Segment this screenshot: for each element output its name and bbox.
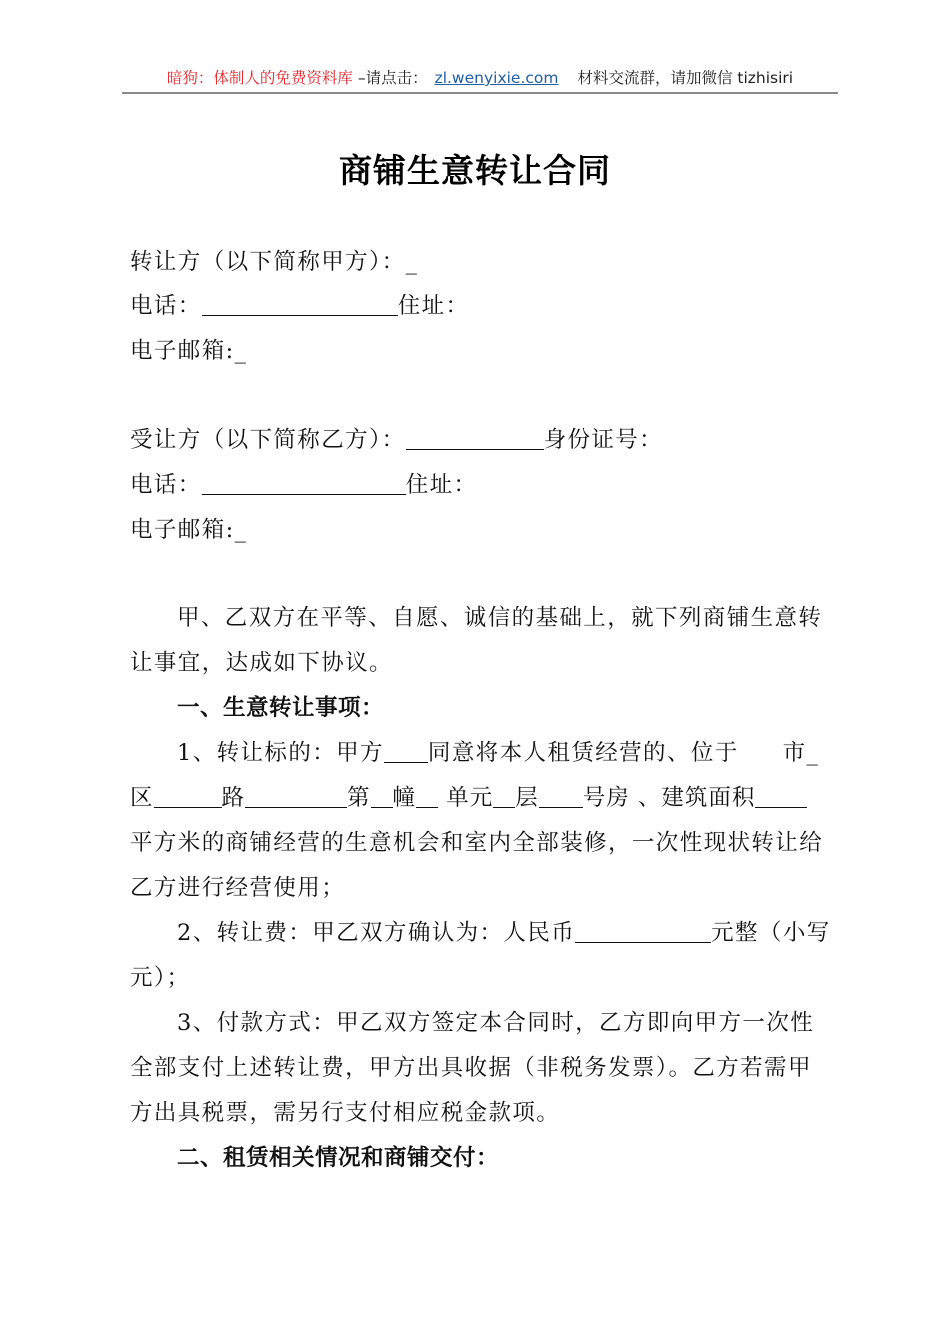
- party-a-phone-label: 电话：: [130, 293, 202, 319]
- party-a-contact-line: [130, 291, 830, 321]
- party-b-contact-line: [130, 470, 830, 500]
- item-2-unit: 元整（小写: [711, 920, 831, 946]
- header-link[interactable]: zl.wenyixie.com: [434, 69, 559, 87]
- number-blank[interactable]: [371, 785, 393, 808]
- room-area-label: 号房 、建筑面积: [582, 785, 756, 811]
- item-3-line-2: 全部支付上述转让费，甲方出具收据（非税务发票）。乙方若需甲: [130, 1055, 812, 1081]
- item-2-line-2: 元）；: [130, 965, 191, 991]
- section-1-heading: 一、生意转让事项：: [177, 695, 385, 721]
- item-1-label: 1、转让标的：甲方: [177, 740, 384, 766]
- road-label: 路: [221, 785, 246, 811]
- unit-label: 单元: [446, 785, 494, 811]
- item-1-text: 同意将本人租赁经营的、位于: [427, 740, 739, 766]
- item-1-line-3: 平方米的商铺经营的生意机会和室内全部装修，一次性现状转让给: [130, 830, 824, 856]
- item-2-label: 2、转让费：甲乙双方确认为：人民币: [177, 920, 576, 946]
- party-a-name-label: 转让方（以下简称甲方）：: [130, 249, 406, 275]
- intro-line-1: 甲、乙双方在平等、自愿、诚信的基础上，就下列商铺生意转: [177, 605, 823, 631]
- party-a-email-label: 电子邮箱:: [130, 338, 235, 364]
- fee-blank[interactable]: [575, 920, 711, 943]
- building-label: 幢: [392, 785, 417, 811]
- party-b-name-blank[interactable]: [406, 427, 544, 450]
- building-blank[interactable]: [416, 785, 438, 808]
- item-3-line-3: 方出具税票，需另行支付相应税金款项。: [130, 1100, 561, 1126]
- number-label: 第: [347, 785, 371, 811]
- party-b-phone-blank[interactable]: [202, 472, 406, 495]
- unit-blank[interactable]: [493, 785, 515, 808]
- party-a-name-line: [130, 247, 830, 277]
- road-blank[interactable]: [245, 785, 347, 808]
- item-1-line-1: [130, 738, 877, 768]
- floor-blank[interactable]: [539, 785, 583, 808]
- party-b-name-line: [130, 425, 830, 455]
- header-brand: 暗狗：体制人的免费资料库: [166, 69, 353, 87]
- party-a-phone-blank[interactable]: [202, 293, 398, 316]
- city-label: 市_: [782, 740, 820, 766]
- item-1-party-blank[interactable]: [384, 740, 428, 763]
- party-b-email-label: 电子邮箱:: [130, 517, 235, 543]
- item-2-line-1: [130, 918, 877, 948]
- item-1-line-2: [130, 783, 830, 813]
- document-title: 商铺生意转让合同: [339, 151, 611, 190]
- district-blank[interactable]: [154, 785, 222, 808]
- party-b-address-label: 住址：: [405, 472, 478, 498]
- party-a-name-value[interactable]: _: [405, 249, 419, 275]
- party-a-email-line: [130, 336, 830, 366]
- party-a-email-value[interactable]: _: [234, 338, 248, 364]
- area-blank[interactable]: [755, 785, 807, 808]
- party-b-name-label: 受让方（以下简称乙方）：: [130, 427, 406, 453]
- party-b-phone-label: 电话：: [130, 472, 202, 498]
- section-2-heading: 二、租赁相关情况和商铺交付：: [177, 1145, 500, 1171]
- party-a-address-label: 住址：: [397, 293, 470, 319]
- party-b-email-value[interactable]: _: [234, 517, 248, 543]
- item-3-line-1: 3、付款方式：甲乙双方签定本合同时，乙方即向甲方一次性: [177, 1010, 815, 1036]
- header-divider: [122, 92, 838, 94]
- item-1-line-4: 乙方进行经营使用；: [130, 875, 346, 901]
- header-cta: –请点击：: [357, 69, 428, 87]
- party-b-email-line: [130, 515, 830, 545]
- district-label: 区: [130, 785, 154, 811]
- party-b-id-label: 身份证号：: [543, 427, 664, 453]
- watermark-header: [122, 66, 838, 94]
- floor-label: 层: [515, 785, 539, 811]
- header-group-info: 材料交流群，请加微信 tizhisiri: [577, 69, 794, 87]
- intro-line-2: 让事宜，达成如下协议。: [130, 650, 393, 676]
